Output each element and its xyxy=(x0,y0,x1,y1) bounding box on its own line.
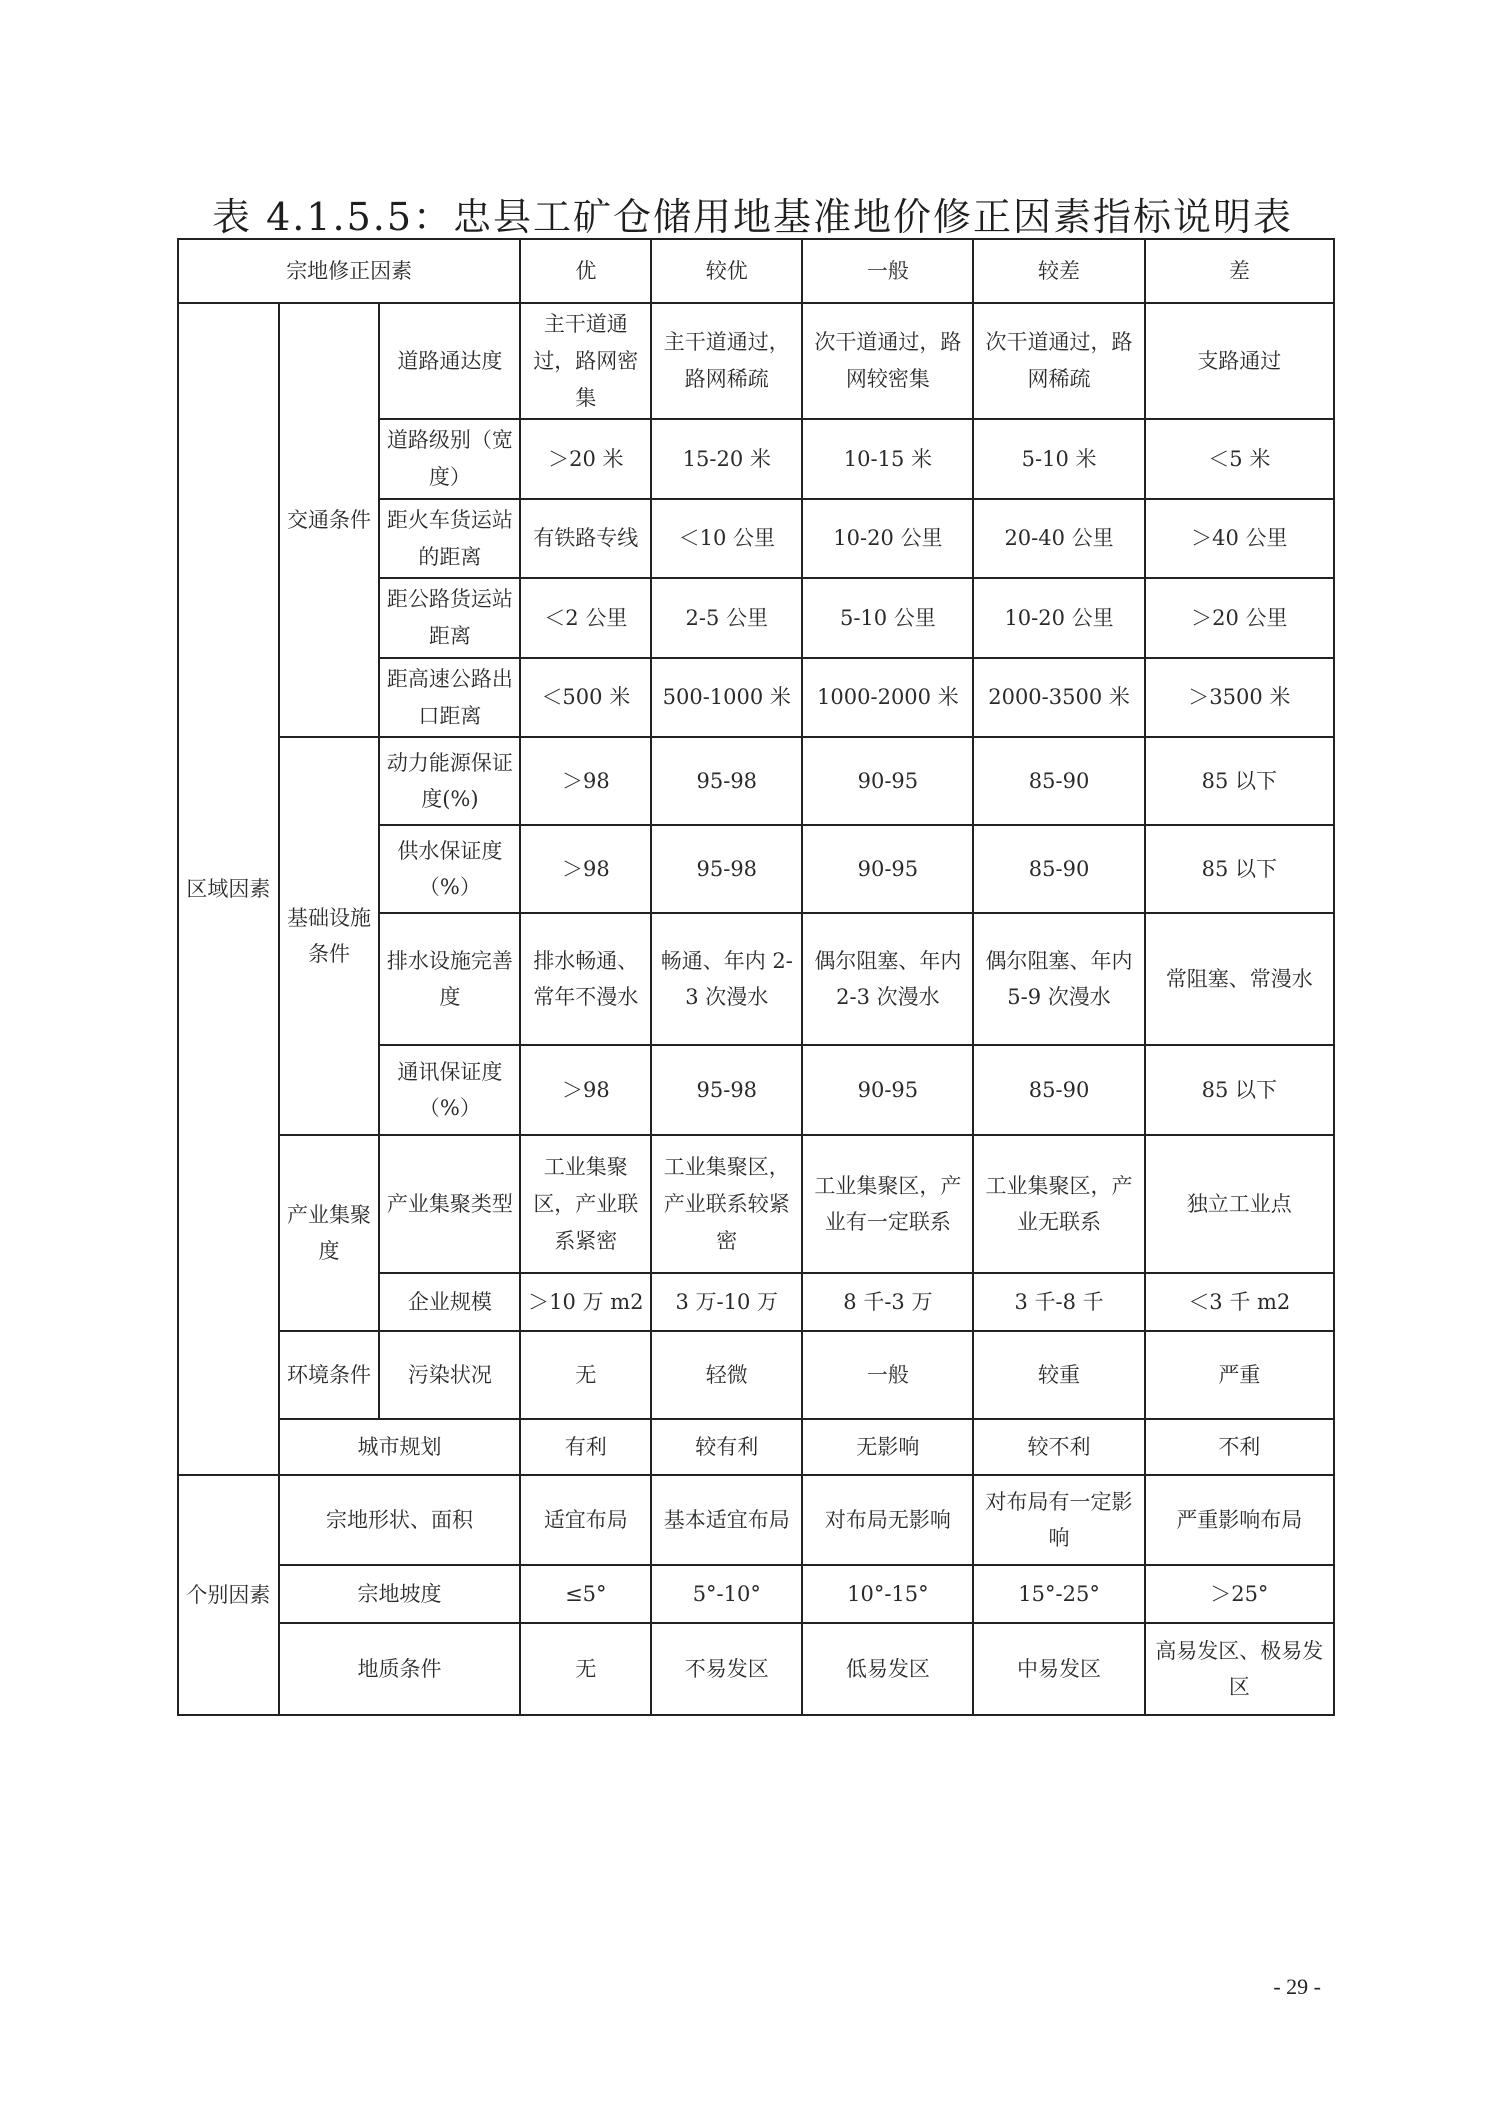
grade-value-cell: 85 以下 xyxy=(1145,737,1334,825)
grade-value-cell: 有利 xyxy=(520,1419,651,1475)
grade-value-cell: 2-5 公里 xyxy=(651,578,802,658)
grade-value-cell: 主干道通过，路网密集 xyxy=(520,303,651,419)
grade-value-cell: 90-95 xyxy=(802,737,973,825)
grade-value-cell: 严重 xyxy=(1145,1331,1334,1419)
grade-value-cell: 常阻塞、常漫水 xyxy=(1145,913,1334,1045)
factor-cell: 污染状况 xyxy=(379,1331,520,1419)
grade-value-cell: 5-10 米 xyxy=(973,419,1144,499)
subcategory-cell: 环境条件 xyxy=(279,1331,380,1419)
grade-value-cell: 500-1000 米 xyxy=(651,658,802,738)
grade-value-cell: 工业集聚区，产业无联系 xyxy=(973,1135,1144,1273)
table-row xyxy=(178,737,1334,825)
grade-value-cell: 85-90 xyxy=(973,1045,1144,1135)
subcategory-cell: 交通条件 xyxy=(279,303,380,737)
table-row xyxy=(178,303,1334,419)
factor-cell: 动力能源保证度(%) xyxy=(379,737,520,825)
grade-value-cell: 90-95 xyxy=(802,1045,973,1135)
grade-value-cell: ＞98 xyxy=(520,1045,651,1135)
factor-cell: 企业规模 xyxy=(379,1273,520,1331)
grade-value-cell: 工业集聚区，产业联系紧密 xyxy=(520,1135,651,1273)
header-grade-cell: 优 xyxy=(520,239,651,303)
factor-cell: 距火车货运站的距离 xyxy=(379,499,520,579)
category-cell: 区域因素 xyxy=(178,303,279,1475)
grade-value-cell: 85 以下 xyxy=(1145,1045,1334,1135)
grade-value-cell: 较有利 xyxy=(651,1419,802,1475)
grade-value-cell: ＜5 米 xyxy=(1145,419,1334,499)
grade-value-cell: 低易发区 xyxy=(802,1623,973,1715)
grade-value-cell: ＞25° xyxy=(1145,1565,1334,1623)
grade-value-cell: 无 xyxy=(520,1331,651,1419)
grade-value-cell: 85 以下 xyxy=(1145,825,1334,913)
factor-cell: 道路通达度 xyxy=(379,303,520,419)
grade-value-cell: 偶尔阻塞、年内 5-9 次漫水 xyxy=(973,913,1144,1045)
grade-value-cell: 5-10 公里 xyxy=(802,578,973,658)
grade-value-cell: 对布局有一定影响 xyxy=(973,1475,1144,1565)
grade-value-cell: ＜2 公里 xyxy=(520,578,651,658)
grade-value-cell: 工业集聚区，产业联系较紧密 xyxy=(651,1135,802,1273)
grade-value-cell: 3 万-10 万 xyxy=(651,1273,802,1331)
factor-cell: 产业集聚类型 xyxy=(379,1135,520,1273)
grade-value-cell: 10°-15° xyxy=(802,1565,973,1623)
grade-value-cell: ＞98 xyxy=(520,825,651,913)
header-grade-cell: 差 xyxy=(1145,239,1334,303)
grade-value-cell: 2000-3500 米 xyxy=(973,658,1144,738)
grade-value-cell: 次干道通过，路网较密集 xyxy=(802,303,973,419)
grade-value-cell: ≤5° xyxy=(520,1565,651,1623)
table-row xyxy=(178,1623,1334,1715)
grade-value-cell: 95-98 xyxy=(651,1045,802,1135)
grade-value-cell: 不利 xyxy=(1145,1419,1334,1475)
factor-cell: 宗地坡度 xyxy=(279,1565,521,1623)
grade-value-cell: 严重影响布局 xyxy=(1145,1475,1334,1565)
grade-value-cell: 1000-2000 米 xyxy=(802,658,973,738)
grade-value-cell: 畅通、年内 2-3 次漫水 xyxy=(651,913,802,1045)
table-row xyxy=(178,1565,1334,1623)
grade-value-cell: 无影响 xyxy=(802,1419,973,1475)
grade-value-cell: 次干道通过，路网稀疏 xyxy=(973,303,1144,419)
grade-value-cell: 较不利 xyxy=(973,1419,1144,1475)
correction-factor-table xyxy=(177,238,1335,1716)
grade-value-cell: 95-98 xyxy=(651,737,802,825)
grade-value-cell: 中易发区 xyxy=(973,1623,1144,1715)
grade-value-cell: 10-20 公里 xyxy=(802,499,973,579)
grade-value-cell: 15-20 米 xyxy=(651,419,802,499)
grade-value-cell: 10-20 公里 xyxy=(973,578,1144,658)
grade-value-cell: ＞3500 米 xyxy=(1145,658,1334,738)
grade-value-cell: 一般 xyxy=(802,1331,973,1419)
factor-cell: 距高速公路出口距离 xyxy=(379,658,520,738)
header-row xyxy=(178,239,1334,303)
grade-value-cell: ＜10 公里 xyxy=(651,499,802,579)
subcategory-cell: 产业集聚度 xyxy=(279,1135,380,1331)
grade-value-cell: 90-95 xyxy=(802,825,973,913)
factor-cell: 城市规划 xyxy=(279,1419,521,1475)
table-row xyxy=(178,1419,1334,1475)
grade-value-cell: 排水畅通、常年不漫水 xyxy=(520,913,651,1045)
grade-value-cell: 10-15 米 xyxy=(802,419,973,499)
table-title: 表 4.1.5.5：忠县工矿仓储用地基准地价修正因素指标说明表 xyxy=(212,195,1294,239)
factor-cell: 距公路货运站距离 xyxy=(379,578,520,658)
header-grade-cell: 较优 xyxy=(651,239,802,303)
grade-value-cell: ＜500 米 xyxy=(520,658,651,738)
factor-cell: 地质条件 xyxy=(279,1623,521,1715)
grade-value-cell: 主干道通过，路网稀疏 xyxy=(651,303,802,419)
factor-cell: 宗地形状、面积 xyxy=(279,1475,521,1565)
grade-value-cell: 不易发区 xyxy=(651,1623,802,1715)
factor-cell: 供水保证度（%） xyxy=(379,825,520,913)
grade-value-cell: 独立工业点 xyxy=(1145,1135,1334,1273)
grade-value-cell: 95-98 xyxy=(651,825,802,913)
grade-value-cell: ＞20 公里 xyxy=(1145,578,1334,658)
grade-value-cell: 3 千-8 千 xyxy=(973,1273,1144,1331)
factor-cell: 排水设施完善度 xyxy=(379,913,520,1045)
grade-value-cell: 适宜布局 xyxy=(520,1475,651,1565)
grade-value-cell: 5°-10° xyxy=(651,1565,802,1623)
table-row xyxy=(178,1135,1334,1273)
grade-value-cell: ＞40 公里 xyxy=(1145,499,1334,579)
grade-value-cell: 85-90 xyxy=(973,825,1144,913)
header-grade-cell: 较差 xyxy=(973,239,1144,303)
table-row xyxy=(178,1331,1334,1419)
grade-value-cell: 8 千-3 万 xyxy=(802,1273,973,1331)
grade-value-cell: 20-40 公里 xyxy=(973,499,1144,579)
grade-value-cell: 偶尔阻塞、年内 2-3 次漫水 xyxy=(802,913,973,1045)
table-body xyxy=(178,239,1334,1715)
grade-value-cell: ＞98 xyxy=(520,737,651,825)
header-grade-cell: 一般 xyxy=(802,239,973,303)
grade-value-cell: 无 xyxy=(520,1623,651,1715)
header-factor-cell: 宗地修正因素 xyxy=(178,239,520,303)
grade-value-cell: 对布局无影响 xyxy=(802,1475,973,1565)
grade-value-cell: 较重 xyxy=(973,1331,1144,1419)
factor-cell: 道路级别（宽度） xyxy=(379,419,520,499)
category-cell: 个别因素 xyxy=(178,1475,279,1715)
grade-value-cell: 15°-25° xyxy=(973,1565,1144,1623)
grade-value-cell: ＞20 米 xyxy=(520,419,651,499)
grade-value-cell: 高易发区、极易发区 xyxy=(1145,1623,1334,1715)
page-number: - 29 - xyxy=(1273,1974,1321,1999)
subcategory-cell: 基础设施条件 xyxy=(279,737,380,1135)
factor-cell: 通讯保证度（%） xyxy=(379,1045,520,1135)
grade-value-cell: 支路通过 xyxy=(1145,303,1334,419)
grade-value-cell: 工业集聚区，产业有一定联系 xyxy=(802,1135,973,1273)
table-row xyxy=(178,1475,1334,1565)
grade-value-cell: 轻微 xyxy=(651,1331,802,1419)
grade-value-cell: ＜3 千 m2 xyxy=(1145,1273,1334,1331)
grade-value-cell: 基本适宜布局 xyxy=(651,1475,802,1565)
grade-value-cell: 85-90 xyxy=(973,737,1144,825)
grade-value-cell: 有铁路专线 xyxy=(520,499,651,579)
grade-value-cell: ＞10 万 m2 xyxy=(520,1273,651,1331)
